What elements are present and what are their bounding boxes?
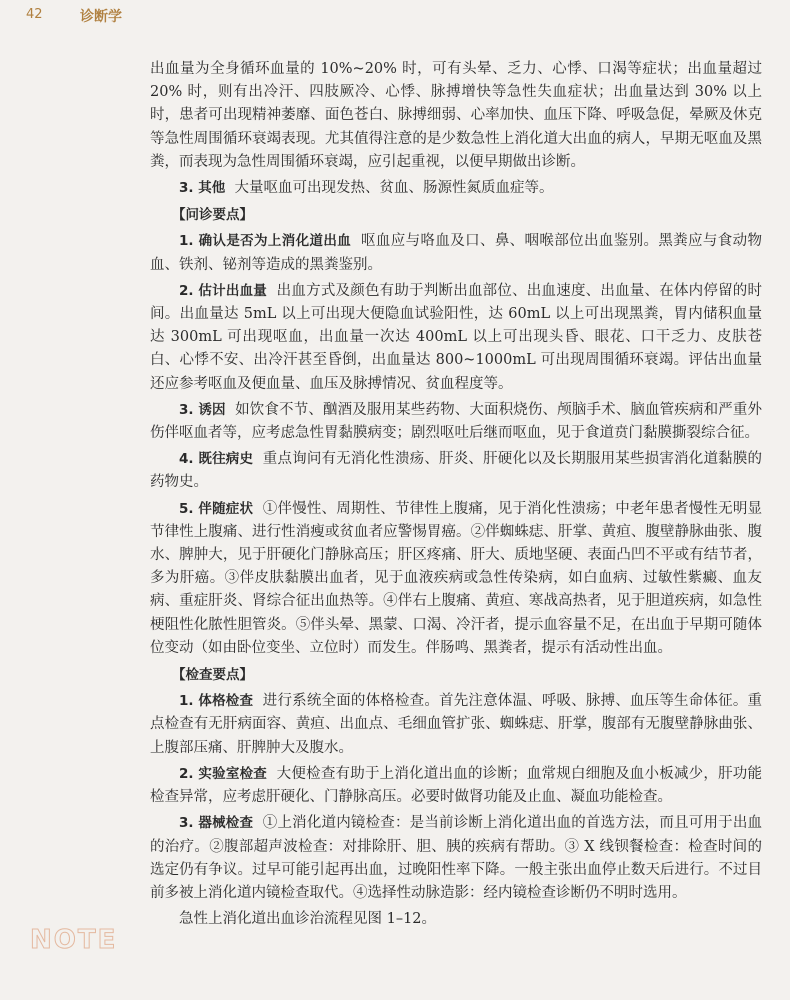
item-text: ①伴慢性、周期性、节律性上腹痛，见于消化性溃疡；中老年患者慢性无明显节律性上腹痛、进行性消瘦或贫血者应警惕胃癌。②伴蜘蛛痣、肝掌、黄疸、腹壁静脉曲张、腹水、脾肿大，见于肝硬化门静脉高压；肝区疼痛、肝大、质地坚硬、表面凸凹不平或有结节者，多为肝癌。③伴皮肤黏膜出血者，见于血液疾病或急性传染病，如白血病、过敏性紫癜、血友病、重症肝炎、肾综合征出血热等。④伴右上腹痛、黄疸、寒战高热者，见于胆道疾病，如急性梗阻性化脓性胆管炎。⑤伴头晕、黑蒙、口渴、冷汗者，提示血容量不足，在出血于早期可随体位变动（如由卧位变坐、立位时）而发生。伴肠鸣、黑粪者，提示有活动性出血。 [150,500,763,656]
item-text: 大便检查有助于上消化道出血的诊断；血常规白细胞及血小板减少，肝功能检查异常，应考虑肝硬化、门静脉高压。必要时做肾功能及止血、凝血功能检查。 [150,765,763,806]
section-heading-inquiry: 【问诊要点】 [172,207,253,224]
item-label: 4. 既往病史 [179,451,254,468]
item-text: 出血方式及颜色有助于判断出血部位、出血速度、出血量、在体内停留的时间。出血量达 5mL 以上可出现大便隐血试验阳性，达 60mL 以上可出现黑粪，胃内储积血量达 300mL 可出现呕血，出血量一次达 400mL 以上可出现头昏、眼花、口干乏力、皮肤苍白、心悸不安、出冷汗甚至昏倒，出血量达 800~1000mL 可出现周围循环衰竭。评估出血量还应参考呕血及便血量、血压及脉搏情况、贫血程度等。 [150,282,763,392]
item-label: 3. 器械检查 [179,815,254,832]
closing-line: 急性上消化道出血诊治流程见图 1–12。 [179,911,437,928]
page-header [0,0,790,30]
section-heading-exam: 【检查要点】 [172,667,253,684]
item-text: 进行系统全面的体格检查。首先注意体温、呼吸、脉搏、血压等生命体征。重点检查有无肝病面容、黄疸、出血点、毛细血管扩张、蜘蛛痣、肝掌，腹部有无腹壁静脉曲张、上腹部压痛、肝脾肿大及腹水。 [150,693,763,756]
paragraph-blood-loss: 出血量为全身循环血量的 10%~20% 时，可有头晕、乏力、心悸、口渴等症状；出血量超过 20% 时，则有出冷汗、四肢厥冷、心悸、脉搏增快等急性失血症状；出血量达到 30% 以上时，患者可出现精神萎靡、面色苍白、脉搏细弱、心率加快、血压下降、呼吸急促，晕厥及休克等急性周围循环衰竭表现。尤其值得注意的是少数急性上消化道大出血的病人，早期无呕血及黑粪，而表现为急性周围循环衰竭，应引起重视，以便早期做出诊断。 [150,61,762,170]
item-label: 1. 体格检查 [179,693,254,710]
inquiry-item-2 [150,280,762,396]
item-text: 重点询问有无消化性溃疡、肝炎、肝硬化以及长期服用某些损害消化道黏膜的药物史。 [150,451,763,491]
exam-item-3 [150,812,762,905]
item-text: 大量呕血可出现发热、贫血、肠源性氮质血症等。 [234,180,554,197]
item-label: 3. 诱因 [179,401,226,418]
item-label: 5. 伴随症状 [179,500,254,517]
exam-item-1 [150,690,762,760]
page-number: 42 [26,7,43,22]
item-text: 如饮食不节、酗酒及服用某些药物、大面积烧伤、颅脑手术、脑血管疾病和严重外伤伴呕血者等，应考虑急性胃黏膜病变；剧烈呕吐后继而呕血，见于食道贲门黏膜撕裂综合征。 [150,401,762,442]
item-label: 3. 其他 [179,180,226,197]
note-margin-label: NOTE [30,925,118,955]
item-label: 2. 实验室检查 [179,765,268,782]
page-body [150,58,762,934]
exam-item-2 [150,763,762,809]
inquiry-item-5 [150,498,762,660]
running-title: 诊断学 [80,9,122,25]
item-text: 呕血应与咯血及口、鼻、咽喉部位出血鉴别。黑粪应与食动物血、铁剂、铋剂等造成的黑粪鉴别。 [150,233,762,273]
item-other [150,177,762,200]
item-text: ①上消化道内镜检查：是当前诊断上消化道出血的首选方法，而且可用于出血的治疗。②腹部超声波检查：对排除肝、胆、胰的疾病有帮助。③ X 线钡餐检查：检查时间的选定仍有争议。过早可能引起再出血，过晚阳性率下降。一般主张出血停止数天后进行。不过目前多被上消化道内镜检查取代。④选择性动脉造影：经内镜检查诊断仍不明时选用。 [150,815,763,901]
item-label: 2. 估计出血量 [179,282,268,299]
inquiry-item-1 [150,230,762,276]
inquiry-item-4 [150,448,762,494]
item-label: 1. 确认是否为上消化道出血 [179,233,352,250]
inquiry-item-3 [150,399,762,445]
